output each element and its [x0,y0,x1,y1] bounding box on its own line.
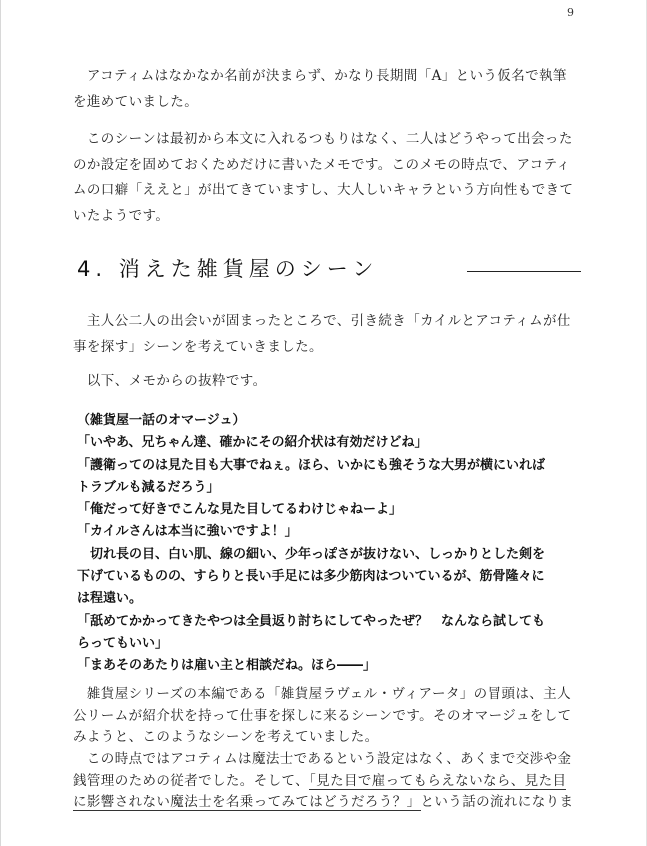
intro-paragraph-1 [73,64,583,115]
text-segment: という話の流れになりま [420,794,574,810]
memo-line: 下げているものの、すらりと長い手足には多少筋肉はついているが、筋骨隆々に [77,569,545,585]
text-line: 公リームが紹介状を持って仕事を探しに来るシーンです。そのオマージュをして [73,707,572,724]
text-line: 主人公二人の出会いが固まったところで、引き続き「カイルとアコティムが仕 [73,313,571,329]
memo-line: は程遠い。 [77,591,143,607]
heading-rule [467,271,581,272]
text-line: いたようです。 [73,207,170,224]
memo-line: 「カイルさんは本当に強いですよ！」 [77,524,298,540]
section-paragraph-2 [73,369,583,395]
text-line: アコティムはなかなか名前が決まらず、かなり長期間「A」という仮名で執筆 [73,68,567,84]
memo-line: 「俺だって好きでこんな見た目してるわけじゃねーよ」 [77,502,403,518]
text-line: 事を探す」シーンを考えていきました。 [73,338,323,355]
text-line [73,771,583,793]
closing-paragraph-1 [73,684,583,749]
text-segment: 銭管理のための従者でした。そして、 [73,772,310,789]
section-title: 消えた雑貨屋のシーン [118,257,379,281]
memo-line: らってもいい」 [77,635,169,651]
section-number: 4. [77,257,108,281]
memo-line: 「護衛ってのは見た目も大事でねぇ。ほら、いかにも強そうな大男が横にいれば [77,457,546,473]
text-line [73,792,583,814]
closing-paragraph-2 [73,749,583,814]
memo-line: 「まあそのあたりは雇い主と相談だね。ほら――」 [77,658,377,674]
text-line: このシーンは最初から本文に入れるつもりはなく、二人はどうやって出会った [73,131,573,147]
text-line: を進めていました。 [73,93,199,110]
memo-line: （雑貨屋一話のオマージュ） [77,413,246,428]
intro-paragraph-2 [73,127,583,229]
underlined-quote: に影響されない魔法士を名乗ってみてはどうだろう？」 [73,794,421,810]
section-paragraph-1 [73,309,583,360]
memo-line: 「いやあ、兄ちゃん達、確かにその紹介状は有効だけどね」 [77,435,428,451]
text-line: のか設定を固めておくためだけに書いたメモです。このメモの時点で、アコティ [73,156,571,173]
memo-excerpt [77,410,587,678]
text-line: 雑貨屋シリーズの本編である「雑貨屋ラヴェル・ヴィアータ」の冒頭は、主人 [73,686,571,702]
memo-line: トラブルも減るだろう」 [77,479,220,495]
section-heading [77,254,378,284]
memo-line: 切れ長の目、白い肌、線の細い、少年っぽさが抜けない、しっかりとした剣を [77,546,546,562]
text-line: 以下、メモからの抜粋です。 [73,373,267,389]
text-line: ムの口癖「ええと」が出てきていますし、大人しいキャラという方向性もできて [73,182,574,198]
underlined-quote: 「見た目で雇ってもらえないなら、見た目 [309,772,567,789]
text-line: この時点ではアコティムは魔法士であるという設定はなく、あくまで交渉や金 [73,751,572,767]
page-number: 9 [567,6,574,19]
text-line: みようと、このようなシーンを考えていました。 [73,729,379,745]
memo-line: 「舐めてかかってきたやつは全員返り討ちにしてやったぜ？ なんなら試しても [77,613,546,629]
